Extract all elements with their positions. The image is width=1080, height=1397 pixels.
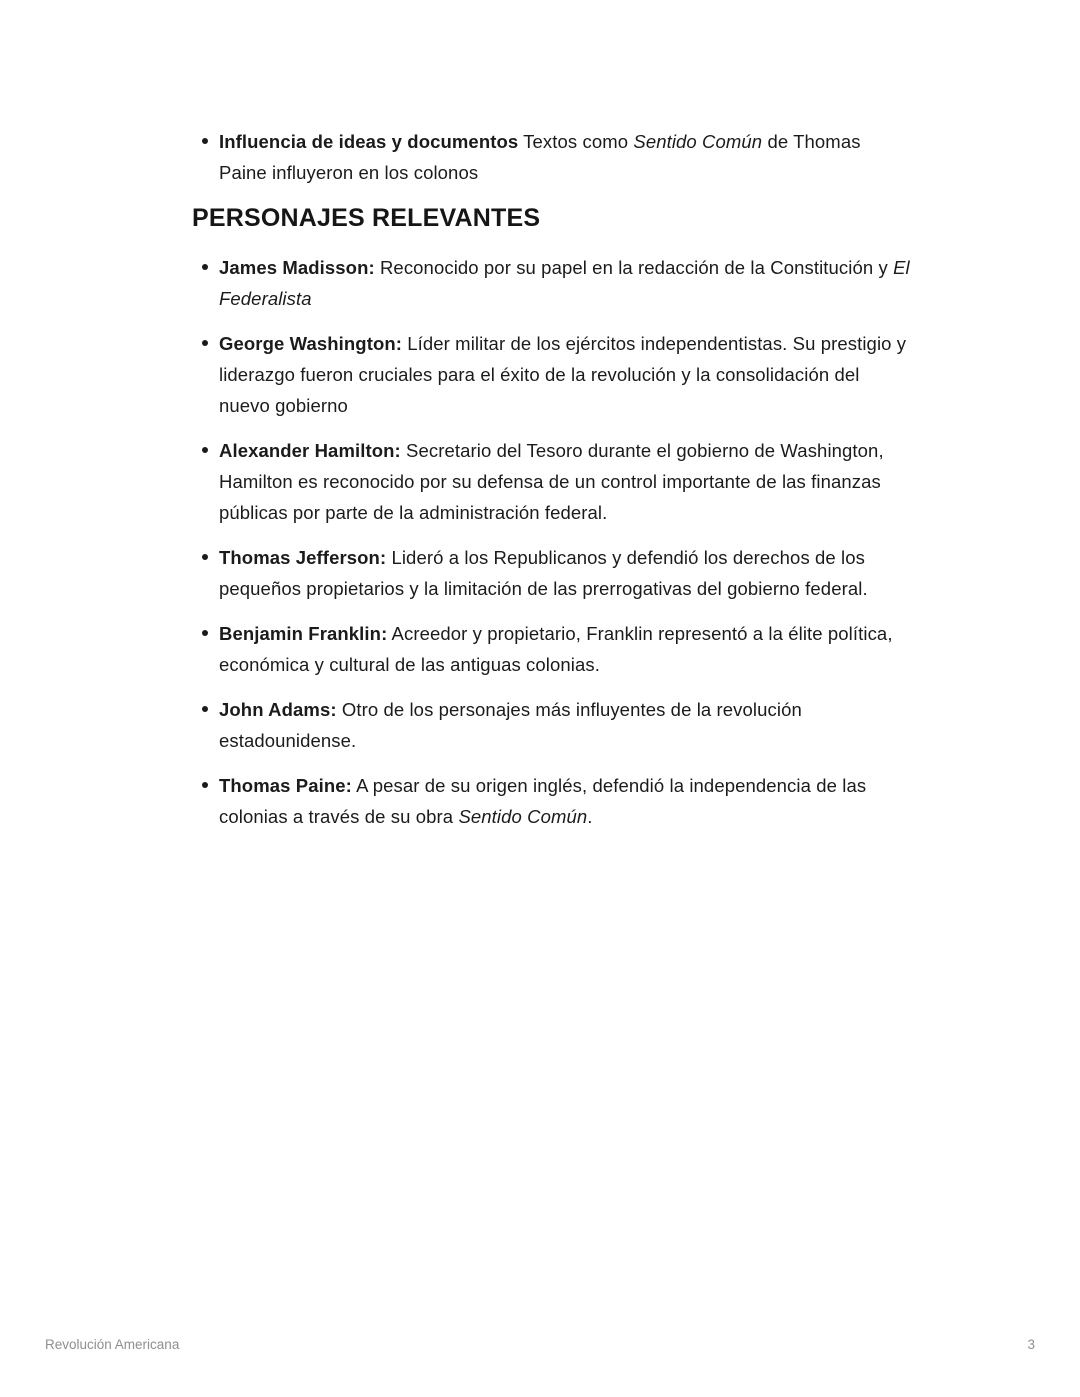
footer-page-number: 3 — [1027, 1337, 1035, 1352]
text-run: Lideró a los Republicanos y defendió los derechos de los pequeños propietarios y la limitación de las prerrogativas del gobierno federal. — [219, 547, 868, 599]
document-content — [192, 126, 910, 846]
people-list — [192, 252, 910, 832]
italic-run: Sentido Común — [458, 806, 588, 827]
bold-run: Thomas Paine: — [219, 775, 352, 796]
text-run: Reconocido por su papel en la redacción de la Constitución y — [374, 257, 894, 278]
text-run: Secretario del Tesoro durante el gobierno de Washington, Hamilton es reconocido por su defensa de un control importante de las finanzas públicas por parte de la administración federal. — [219, 440, 884, 523]
list-item — [219, 618, 910, 680]
bold-run: Influencia de ideas y documentos — [219, 131, 519, 152]
list-item — [219, 328, 910, 421]
text-run: Acreedor y propietario, Franklin representó a la élite política, económica y cultural de las antiguas colonias. — [219, 623, 893, 675]
list-item — [219, 542, 910, 604]
bold-run: James Madisson: — [219, 257, 375, 278]
list-item — [219, 770, 910, 832]
text-run: de Thomas Paine influyeron en los colonos — [219, 131, 861, 183]
footer-document-title: Revolución Americana — [45, 1337, 180, 1352]
text-run: Otro de los personajes más influyentes de la revolución estadounidense. — [219, 699, 802, 751]
bold-run: Thomas Jefferson: — [219, 547, 387, 568]
list-item — [219, 126, 910, 188]
page-footer — [45, 1337, 1035, 1353]
section-heading: PERSONAJES RELEVANTES — [192, 204, 541, 232]
list-item — [219, 694, 910, 756]
list-item — [219, 435, 910, 528]
bold-run: Alexander Hamilton: — [219, 440, 401, 461]
text-run: Textos como — [518, 131, 634, 152]
text-run: . — [587, 806, 593, 827]
bold-run: John Adams: — [219, 699, 337, 720]
text-run: Líder militar de los ejércitos independentistas. Su prestigio y liderazgo fueron cruciales para el éxito de la revolución y la consolidación del nuevo gobierno — [219, 333, 907, 416]
italic-run: Sentido Común — [633, 131, 763, 152]
bold-run: Benjamin Franklin: — [219, 623, 388, 644]
text-run: A pesar de su origen inglés, defendió la independencia de las colonias a través de su obra — [219, 775, 867, 827]
list-item — [219, 252, 910, 314]
bold-run: George Washington: — [219, 333, 403, 354]
intro-list — [192, 126, 910, 188]
italic-run: El Federalista — [219, 257, 910, 309]
